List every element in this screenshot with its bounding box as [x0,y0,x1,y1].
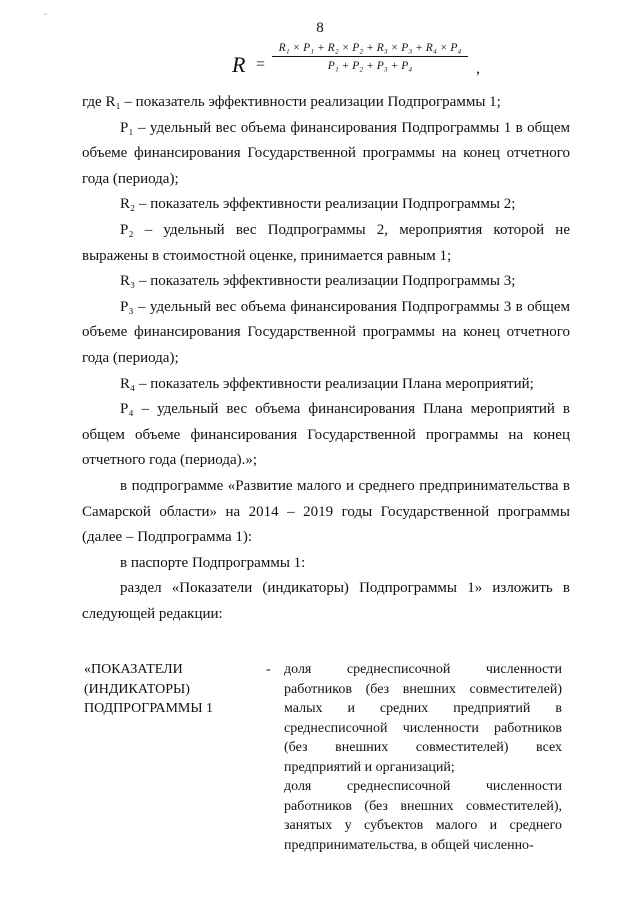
paragraph: где R₁ – показатель эффективности реализации Подпрограммы 1; [82,94,501,110]
paragraph: R₂ – показатель эффективности реализации Подпрограммы 2; [120,196,516,213]
table-left-line: ПОДПРОГРАММЫ 1 [84,701,214,716]
formula-equals: = [256,56,266,73]
paragraph: R₄ – показатель эффективности реализации Плана мероприятий; [120,375,534,392]
table-dash: - [266,662,271,677]
paragraph: P₃ – удельный вес объема финансирования Подпрограммы 3 в общем объеме финансирования Государственной программы на конец отчетного года (периода); [82,298,570,366]
table-left-line: (ИНДИКАТОРЫ) [84,681,190,697]
formula-comma: , [476,60,480,77]
body-text [82,90,570,627]
formula-numerator: R₁ × P₁ + R₂ × P₂ + R₃ × P₃ + R₄ × P₄ [278,42,462,54]
fraction-bar [272,56,468,57]
paragraph: раздел «Показатели (индикаторы) Подпрограммы 1» изложить в следующей редакции: [82,580,570,622]
formula-denominator: P₁ + P₂ + P₃ + P₄ [327,60,413,72]
page-number: 8 [316,20,324,36]
paragraph: в паспорте Подпрограммы 1: [120,554,306,571]
indicator-item: доля среднесписочной численности работников (без внешних совместителей), занятых у субъектов малого и среднего предпринимательства, в общей численно- [284,779,562,853]
table-left-column [84,660,249,719]
paragraph: в подпрограмме «Развитие малого и среднего предпринимательства в Самарской области» на 2014 – 2019 годы Государственной программы (далее – Подпрограмма 1): [82,477,570,546]
table-right-column [284,660,562,855]
table-left-line: «ПОКАЗАТЕЛИ [84,662,183,677]
paragraph: P₁ – удельный вес объема финансирования Подпрограммы 1 в общем объеме финансирования Государственной программы на конец отчетного года (периода); [82,119,570,187]
corner-mark: ˇ [44,12,47,22]
formula-fraction [272,42,468,72]
formula-lhs: R [232,52,246,77]
indicator-item: доля среднесписочной численности работников (без внешних совместителей) малых и средних предприятий в среднесписочной численности работников (без внешних совместителей) всех предприятий и организаций; [284,662,562,775]
paragraph: R₃ – показатель эффективности реализации Подпрограммы 3; [120,273,516,290]
paragraph: P₄ – удельный вес объема финансирования Плана мероприятий в общем объеме финансирования Государственной программы на конец отчетного года (периода).»; [82,401,570,469]
paragraph: P₂ – удельный вес Подпрограммы 2, мероприятия которой не выражены в стоимостной оценке, принимается равным 1; [82,221,570,264]
